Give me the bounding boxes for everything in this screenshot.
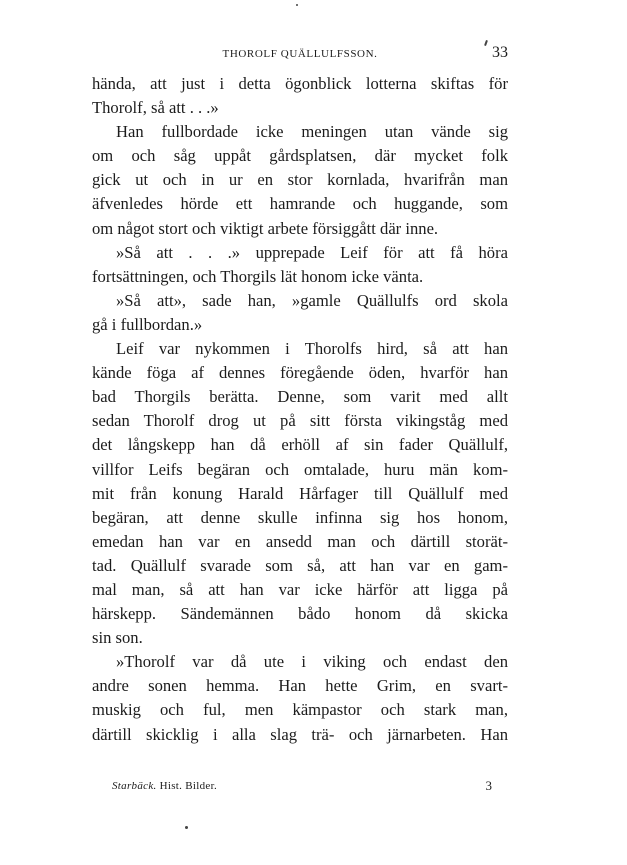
text-line: om och såg uppåt gårdsplatsen, där mycket folk — [92, 146, 508, 166]
footer-author: Starbäck. — [112, 780, 157, 792]
text-line: gå i fullbordan.» — [92, 314, 203, 334]
running-head — [92, 44, 508, 66]
running-title: THOROLF QUÄLLULFSSON. — [222, 48, 378, 60]
text-line: mal man, så att han var icke härför att ligga på — [92, 579, 508, 599]
text-line: Leif var nykommen i Thorolfs hird, så att han — [116, 339, 508, 359]
text-line: sedan Thorolf drog ut på sitt första vikingståg med — [92, 411, 508, 431]
text-line: härskepp. Sändemännen bådo honom då skicka — [92, 604, 508, 624]
text-line: om något stort och viktigt arbete försiggått där inne. — [92, 218, 439, 238]
footer-work: Hist. Bilder. — [159, 780, 217, 792]
sheet-mark: 3 — [485, 778, 492, 793]
text-line: »Thorolf var då ute i viking och endast den — [116, 652, 508, 672]
text-line: tad. Quällulf svarade som så, att han var en gam- — [92, 555, 508, 575]
ink-speck — [185, 826, 188, 829]
text-line: gick ut och in ur en stor kornlada, hvarifrån man — [92, 170, 508, 190]
text-line: muskig och ful, men kämpastor och stark man, — [92, 700, 508, 720]
text-line: äfvenledes hörde ett hamrande och huggande, som — [92, 194, 508, 214]
text-line: villfor Leifs begäran och omtalade, huru män kom- — [92, 459, 508, 479]
footer — [112, 778, 492, 798]
text-line: Han fullbordade icke meningen utan vände sig — [116, 122, 508, 142]
text-line: andre sonen hemma. Han hette Grim, en svart- — [92, 676, 508, 696]
page-number: 33 — [492, 44, 508, 61]
body-text — [92, 72, 508, 747]
text-line: emedan han var en ansedd man och därtill storät- — [92, 531, 508, 551]
text-line: sin son. — [92, 628, 143, 648]
text-line: begäran, att denne skulle infinna sig hos honom, — [92, 507, 508, 527]
text-line: fortsättningen, och Thorgils lät honom icke vänta. — [92, 266, 424, 286]
text-line: mit från konung Harald Hårfager till Quällulf med — [92, 483, 508, 503]
printer-signature — [112, 780, 217, 792]
text-line: därtill skicklig i alla slag trä- och järnarbeten. Han — [92, 724, 508, 744]
text-line: bad Thorgils berätta. Denne, som varit med allt — [92, 387, 508, 407]
ink-speck — [296, 4, 298, 6]
text-line: Thorolf, så att . . .» — [92, 98, 219, 118]
text-line: hända, att just i detta ögonblick lotterna skiftas för — [92, 74, 508, 93]
text-line: »Så att . . .» upprepade Leif för att få höra — [116, 242, 508, 262]
text-line: »Så att», sade han, »gamle Quällulfs ord skola — [116, 290, 508, 310]
text-line: det långskepp han då erhöll af sin fader Quällulf, — [92, 435, 508, 455]
text-line: kände föga af dennes föregående öden, hvarför han — [92, 363, 508, 383]
